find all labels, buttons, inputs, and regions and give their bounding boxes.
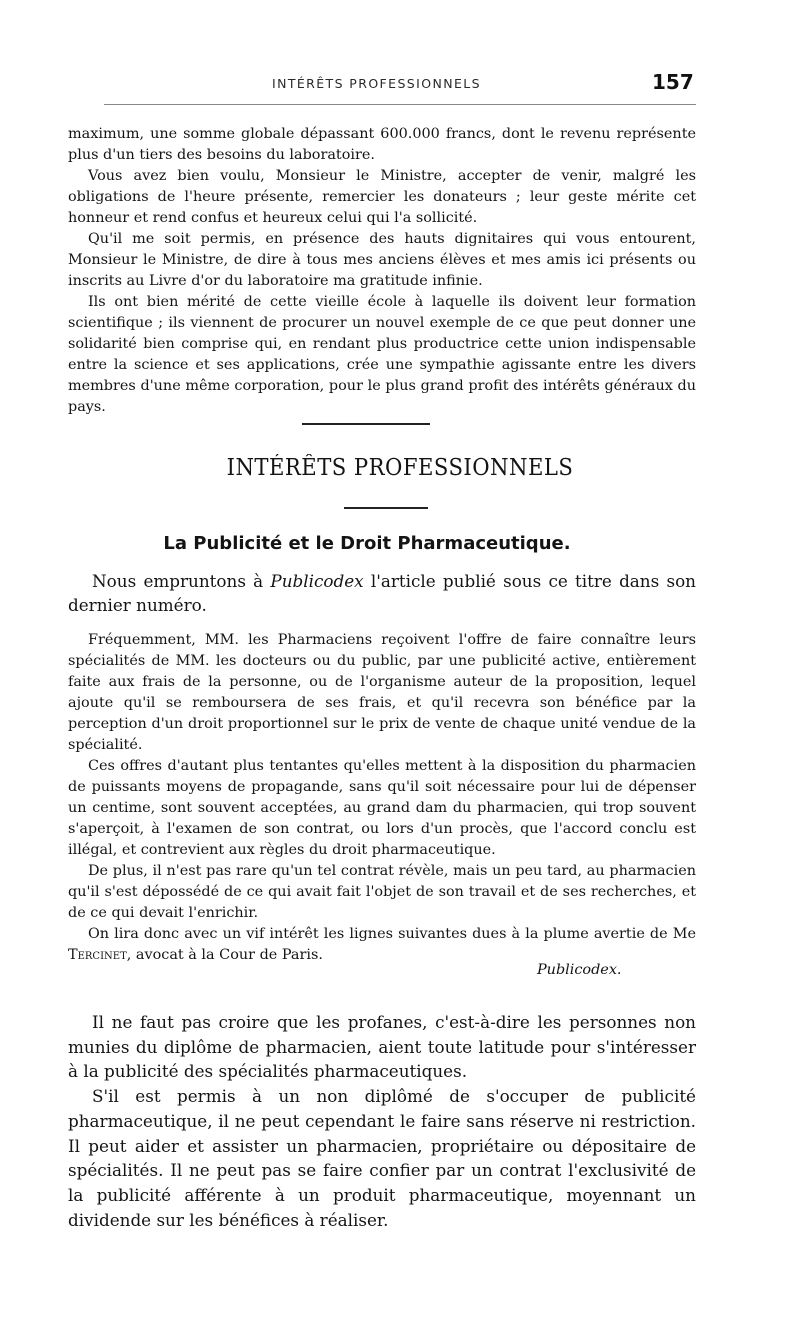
title-rule bbox=[344, 507, 428, 509]
paragraph: Qu'il me soit permis, en présence des hauts dignitaires qui vous entourent, Monsieur le Ministre, de dire à tous mes anciens élèves et mes amis ici présents ou inscrits au Livre d'or du laboratoire ma gratitude infinie. bbox=[68, 231, 696, 289]
paragraph: Ils ont bien mérité de cette vieille école à laquelle ils doivent leur formation scientifique ; ils viennent de procurer un nouvel exemple de ce que peut donner une solidarité bien comprise qui, en rendant plus productrice cette union indispensable entre la science et ses applications, crée une sympathie agissante entre les divers membres d'une même corporation, pour le plus grand profit des intérêts généraux du pays. bbox=[68, 294, 696, 415]
section-separator bbox=[302, 423, 430, 425]
header-rule bbox=[104, 104, 696, 105]
signature: Publicodex. bbox=[537, 962, 622, 978]
quoted-text bbox=[68, 630, 696, 966]
text: On lira donc avec un vif intérêt les lignes suivantes dues à la plume avertie de Me bbox=[88, 926, 696, 942]
article-intro bbox=[68, 569, 696, 617]
paragraph: De plus, il n'est pas rare qu'un tel contrat révèle, mais un peu tard, au pharmacien qu'il s'est dépossédé de ce qui avait fait l'objet de son travail et de ses recherches, et de ce qui devait l'enrichir. bbox=[68, 863, 696, 921]
author-name: Tercinet bbox=[68, 947, 127, 963]
text: , avocat à la Cour de Paris. bbox=[126, 947, 323, 963]
paragraph: Vous avez bien voulu, Monsieur le Ministre, accepter de venir, malgré les obligations de l'heure présente, remercier les donateurs ; leur geste mérite cet honneur et rend confus et heureux celui qui l'a sollicité. bbox=[68, 168, 696, 226]
running-head: INTÉRÊTS PROFESSIONNELS bbox=[272, 76, 481, 91]
intro-text: Nous empruntons à bbox=[92, 571, 271, 591]
paragraph: Il ne faut pas croire que les profanes, c'est-à-dire les personnes non munies du diplôme de pharmacien, aient toute latitude pour s'intéresser à la publicité des spécialités pharmaceutiques. bbox=[68, 1012, 696, 1082]
source-name: Publicodex bbox=[270, 571, 364, 591]
article-body bbox=[68, 1010, 696, 1232]
paragraph: Fréquemment, MM. les Pharmaciens reçoivent l'offre de faire connaître leurs spécialités de MM. les docteurs ou du public, par une publicité active, entièrement faite aux frais de la personne, ou de l'organisme auteur de la proposition, lequel ajoute qu'il se remboursera de ses frais, et qu'il recevra son bénéfice par la perception d'un droit proportionnel sur le prix de vente de chaque unité vendue de la spécialité. bbox=[68, 632, 696, 753]
page-number: 157 bbox=[652, 70, 694, 94]
section-title: INTÉRÊTS PROFESSIONNELS bbox=[226, 455, 574, 481]
article-title: La Publicité et le Droit Pharmaceutique. bbox=[163, 533, 571, 554]
paragraph: Ces offres d'autant plus tentantes qu'elles mettent à la disposition du pharmacien de puissants moyens de propagande, sans qu'il soit nécessaire pour lui de dépenser un centime, sont souvent acceptées, au grand dam du pharmacien, qui trop souvent s'aperçoit, à l'examen de son contrat, ou lors d'un procès, que l'accord conclu est illégal, et contrevient aux règles du droit pharmaceutique. bbox=[68, 758, 696, 858]
paragraph: S'il est permis à un non diplômé de s'occuper de publicité pharmaceutique, il ne peut cependant le faire sans réserve ni restriction. Il peut aider et assister un pharmacien, propriétaire ou dépositaire de spécialités. Il ne peut pas se faire confier par un contrat l'exclusivité de la publicité afférente à un produit pharmaceutique, moyennant un dividende sur les bénéfices à réaliser. bbox=[68, 1086, 696, 1230]
paragraph bbox=[68, 924, 696, 966]
top-text bbox=[68, 124, 696, 418]
intro-text: l'article publié sous ce titre dans son dernier numéro. bbox=[68, 571, 696, 615]
paragraph: maximum, une somme globale dépassant 600.000 francs, dont le revenu représente plus d'un tiers des besoins du laboratoire. bbox=[68, 126, 696, 163]
